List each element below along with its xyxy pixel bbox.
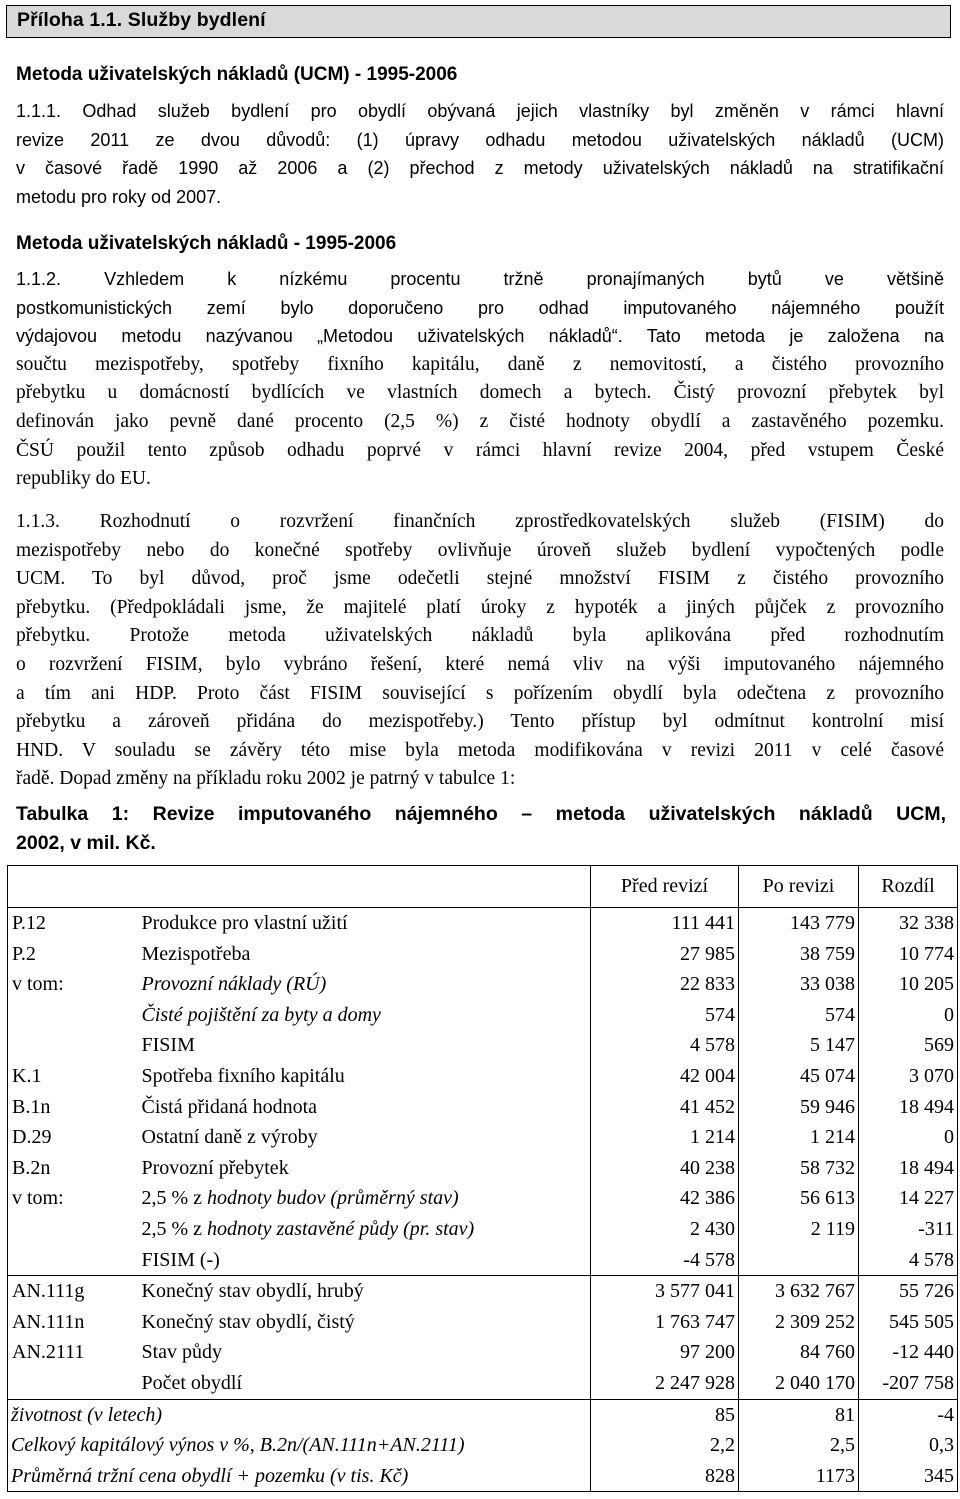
paragraph-line: UCM. To byl důvod, proč jsme odečetli stejné množství FISIM z čistého provozního <box>16 568 944 590</box>
paragraph-line: republiky do EU. <box>16 468 151 490</box>
paragraph-line: mezispotřeby nebo do konečné spotřeby ovlivňuje úroveň služeb bydlení vypočtených podle <box>16 539 944 561</box>
paragraph-line: přebytku u domácností bydlících ve vlastních domech a bytech. Čistý provozní přebytek byl <box>16 382 944 404</box>
value-before-cell: 22 833 <box>591 969 739 1000</box>
row-label-cell: Konečný stav obydlí, čistý <box>138 1307 591 1338</box>
table-row <box>8 1307 958 1338</box>
paragraph-line: přebytku a zároveň přidána do mezispotřeby.) Tento přístup byl odmítnut kontrolní misí <box>16 711 944 733</box>
row-code-cell: P.12 <box>8 908 138 939</box>
value-diff-cell: -4 <box>859 1399 958 1430</box>
paragraph-line: ČSÚ použil tento způsob odhadu poprvé v rámci hlavní revize 2004, před vstupem České <box>16 439 944 461</box>
row-code-cell <box>8 1000 138 1031</box>
value-diff-cell: 0 <box>859 1000 958 1031</box>
table-header-empty-cell <box>8 866 591 908</box>
row-label-cell: Stav půdy <box>138 1337 591 1368</box>
row-label-cell: Průměrná tržní cena obydlí + pozemku (v tis. Kč) <box>8 1461 591 1492</box>
row-code-cell: B.1n <box>8 1092 138 1123</box>
row-label-italic: hodnoty zastavěné půdy (pr. stav) <box>207 1217 475 1240</box>
row-code-cell: AN.111g <box>8 1276 138 1307</box>
row-code-cell <box>8 1245 138 1276</box>
value-after-cell: 1 214 <box>739 1122 859 1153</box>
value-before-cell: 42 386 <box>591 1183 739 1214</box>
table-title-line: 2002, v mil. Kč. <box>16 832 156 854</box>
paragraph-line: a tím ani HDP. Proto část FISIM související s pořízením obydlí byla odečtena z provozního <box>16 682 944 704</box>
value-before-cell: 1 214 <box>591 1122 739 1153</box>
row-label-cell: Konečný stav obydlí, hrubý <box>138 1276 591 1307</box>
value-after-cell: 2,5 <box>739 1430 859 1461</box>
table-row <box>8 908 958 939</box>
value-diff-cell: 18 494 <box>859 1153 958 1184</box>
paragraph-line: v časové řadě 1990 až 2006 a (2) přechod z metody uživatelských nákladů na stratifikační <box>16 158 944 179</box>
paragraph-line: o rozvržení FISIM, bylo vybráno řešení, které nemá vliv na výši imputovaného nájemného <box>16 653 944 675</box>
table-row <box>8 1430 958 1461</box>
table-row <box>8 1368 958 1399</box>
table-header-cell: Po revizi <box>739 866 859 908</box>
table-row <box>8 1276 958 1307</box>
value-after-cell: 2 040 170 <box>739 1368 859 1399</box>
value-after-cell: 3 632 767 <box>739 1276 859 1307</box>
annex-title: Příloha 1.1. Služby bydlení <box>17 9 266 31</box>
value-diff-cell: -311 <box>859 1214 958 1245</box>
table-row <box>8 969 958 1000</box>
table-row <box>8 1183 958 1214</box>
row-label-cell: Celkový kapitálový výnos v %, B.2n/(AN.111n+AN.2111) <box>8 1430 591 1461</box>
row-label-cell: Provozní náklady (RÚ) <box>138 969 591 1000</box>
value-before-cell: 1 763 747 <box>591 1307 739 1338</box>
paragraph-line: HND. V souladu se závěry této mise byla metoda modifikována v revizi 2011 v celé časové <box>16 739 944 761</box>
table-row <box>8 939 958 970</box>
paragraph-line: revize 2011 ze dvou důvodů: (1) úpravy odhadu metodou uživatelských nákladů (UCM) <box>16 129 944 150</box>
value-after-cell: 38 759 <box>739 939 859 970</box>
paragraph-1-1-3 <box>16 508 944 794</box>
section-heading-ucm: Metoda uživatelských nákladů (UCM) - 1995-2006 <box>16 64 458 85</box>
table-header-cell: Před revizí <box>591 866 739 908</box>
value-before-cell: 3 577 041 <box>591 1276 739 1307</box>
value-after-cell: 59 946 <box>739 1092 859 1123</box>
value-after-cell: 143 779 <box>739 908 859 939</box>
value-before-cell: 2,2 <box>591 1430 739 1461</box>
table-header-row <box>8 866 958 908</box>
value-diff-cell: 345 <box>859 1461 958 1492</box>
row-label-cell: Ostatní daně z výroby <box>138 1122 591 1153</box>
table-row <box>8 1399 958 1430</box>
paragraph-line: definován jako pevně dané procento (2,5 %) z čisté hodnoty obydlí a zastavěného pozemku. <box>16 410 944 432</box>
table-title <box>16 800 946 858</box>
row-label-cell: Čisté pojištění za byty a domy <box>138 1000 591 1031</box>
table-header-cell: Rozdíl <box>859 866 958 908</box>
paragraph-line: 1.1.3. Rozhodnutí o rozvržení finančních zprostředkovatelských služeb (FISIM) do <box>16 511 944 532</box>
table-row <box>8 1030 958 1061</box>
value-before-cell: -4 578 <box>591 1245 739 1276</box>
value-after-cell: 2 119 <box>739 1214 859 1245</box>
value-before-cell: 41 452 <box>591 1092 739 1123</box>
table-row <box>8 1061 958 1092</box>
value-diff-cell: 3 070 <box>859 1061 958 1092</box>
value-before-cell: 2 430 <box>591 1214 739 1245</box>
row-label-cell: životnost (v letech) <box>8 1399 591 1430</box>
value-diff-cell: 10 205 <box>859 969 958 1000</box>
paragraph-line: řadě. Dopad změny na příkladu roku 2002 je patrný v tabulce 1: <box>16 768 516 790</box>
value-diff-cell: -12 440 <box>859 1337 958 1368</box>
paragraph-line: přebytku. (Předpokládali jsme, že majitelé platí úroky z hypoték a jiných půjček z provozního <box>16 596 944 618</box>
table-row <box>8 1092 958 1123</box>
value-diff-cell: 0 <box>859 1122 958 1153</box>
value-diff-cell: 545 505 <box>859 1307 958 1338</box>
table-row <box>8 1245 958 1276</box>
table-title-line: Tabulka 1: Revize imputovaného nájemného – metoda uživatelských nákladů UCM, <box>16 803 946 825</box>
row-label-cell: Spotřeba fixního kapitálu <box>138 1061 591 1092</box>
value-after-cell: 33 038 <box>739 969 859 1000</box>
value-before-cell: 42 004 <box>591 1061 739 1092</box>
value-diff-cell: 55 726 <box>859 1276 958 1307</box>
value-after-cell: 56 613 <box>739 1183 859 1214</box>
value-before-cell: 85 <box>591 1399 739 1430</box>
row-label-italic: hodnoty budov (průměrný stav) <box>207 1187 459 1210</box>
table-row <box>8 1000 958 1031</box>
value-diff-cell: 569 <box>859 1030 958 1061</box>
value-diff-cell: 0,3 <box>859 1430 958 1461</box>
row-code-cell: P.2 <box>8 939 138 970</box>
value-before-cell: 97 200 <box>591 1337 739 1368</box>
row-code-cell: AN.2111 <box>8 1337 138 1368</box>
paragraph-line: postkomunistických zemí bylo doporučeno pro odhad imputovaného nájemného použít <box>16 297 944 318</box>
paragraph-1-1-1 <box>16 97 944 211</box>
value-diff-cell: 18 494 <box>859 1092 958 1123</box>
paragraph-line: součtu mezispotřeby, spotřeby fixního kapitálu, daně z nemovitostí, a čistého provozního <box>16 353 944 375</box>
annex-title-box <box>6 5 951 38</box>
value-diff-cell: -207 758 <box>859 1368 958 1399</box>
table-row <box>8 1122 958 1153</box>
value-diff-cell: 14 227 <box>859 1183 958 1214</box>
row-code-cell: K.1 <box>8 1061 138 1092</box>
row-label-cell: Počet obydlí <box>138 1368 591 1399</box>
paragraph-line: 1.1.2. Vzhledem k nízkému procentu tržně pronajímaných bytů ve většině <box>16 269 944 289</box>
row-code-cell: D.29 <box>8 1122 138 1153</box>
row-label-cell: FISIM (-) <box>138 1245 591 1276</box>
value-before-cell: 2 247 928 <box>591 1368 739 1399</box>
value-before-cell: 574 <box>591 1000 739 1031</box>
value-after-cell: 574 <box>739 1000 859 1031</box>
table-row <box>8 1214 958 1245</box>
paragraph-line: 1.1.1. Odhad služeb bydlení pro obydlí obývaná jejich vlastníky byl změněn v rámci hlavní <box>16 101 944 121</box>
row-label-cell: Produkce pro vlastní užití <box>138 908 591 939</box>
row-label-cell: Provozní přebytek <box>138 1153 591 1184</box>
row-code-cell: v tom: <box>8 1183 138 1214</box>
paragraph-1-1-2 <box>16 265 944 494</box>
row-code-cell: v tom: <box>8 969 138 1000</box>
paragraph-line: výdajovou metodu nazývanou „Metodou uživatelských nákladů“. Tato metoda je založena na <box>16 326 944 347</box>
value-after-cell: 1173 <box>739 1461 859 1492</box>
table-row <box>8 1461 958 1492</box>
value-after-cell <box>739 1245 859 1276</box>
row-code-cell <box>8 1214 138 1245</box>
value-after-cell: 5 147 <box>739 1030 859 1061</box>
value-after-cell: 81 <box>739 1399 859 1430</box>
value-after-cell: 84 760 <box>739 1337 859 1368</box>
value-before-cell: 27 985 <box>591 939 739 970</box>
paragraph-line: metodu pro roky od 2007. <box>16 186 222 207</box>
row-code-cell: AN.111n <box>8 1307 138 1338</box>
value-after-cell: 58 732 <box>739 1153 859 1184</box>
value-diff-cell: 10 774 <box>859 939 958 970</box>
row-label-cell: Mezispotřeba <box>138 939 591 970</box>
row-label-cell: Čistá přidaná hodnota <box>138 1092 591 1123</box>
value-before-cell: 828 <box>591 1461 739 1492</box>
value-diff-cell: 32 338 <box>859 908 958 939</box>
row-label-cell <box>138 1183 591 1214</box>
value-after-cell: 2 309 252 <box>739 1307 859 1338</box>
row-label-prefix: 2,5 % z <box>141 1217 208 1240</box>
paragraph-line: přebytku. Protože metoda uživatelských nákladů byla aplikována před rozhodnutím <box>16 625 944 647</box>
row-code-cell: B.2n <box>8 1153 138 1184</box>
value-before-cell: 111 441 <box>591 908 739 939</box>
value-diff-cell: 4 578 <box>859 1245 958 1276</box>
value-before-cell: 40 238 <box>591 1153 739 1184</box>
table-row <box>8 1153 958 1184</box>
row-label-cell: FISIM <box>138 1030 591 1061</box>
row-code-cell <box>8 1368 138 1399</box>
row-label-cell <box>138 1214 591 1245</box>
table-row <box>8 1337 958 1368</box>
row-code-cell <box>8 1030 138 1061</box>
value-after-cell: 45 074 <box>739 1061 859 1092</box>
row-label-prefix: 2,5 % z <box>141 1187 208 1210</box>
value-before-cell: 4 578 <box>591 1030 739 1061</box>
revision-table <box>7 865 958 1492</box>
section-heading-ucm-2: Metoda uživatelských nákladů - 1995-2006 <box>16 233 397 254</box>
